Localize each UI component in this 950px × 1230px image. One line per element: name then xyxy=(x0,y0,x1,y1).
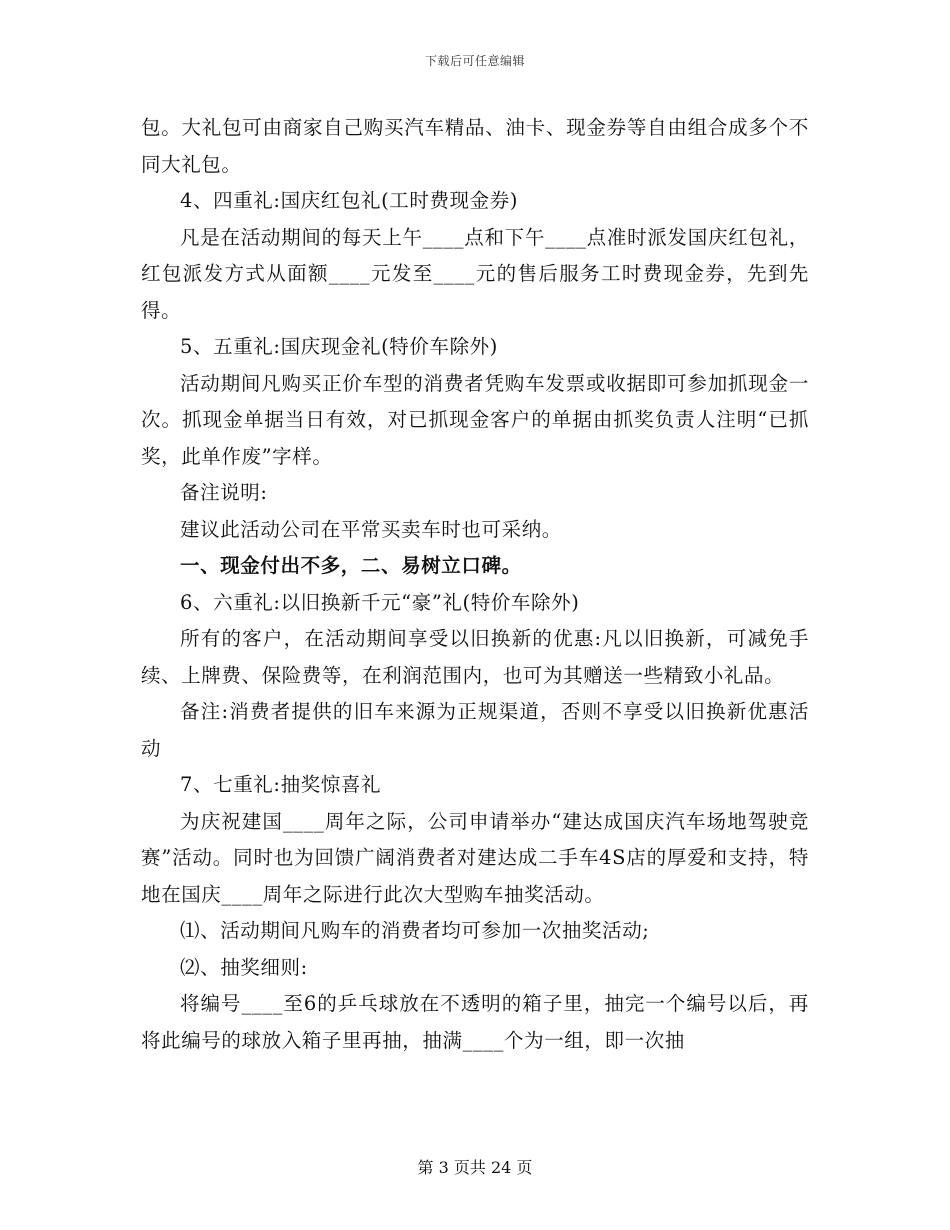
paragraph: 备注:消费者提供的旧车来源为正规渠道，否则不享受以旧换新优惠活动 xyxy=(141,700,809,760)
paragraph: 7、七重礼:抽奖惊喜礼 xyxy=(180,773,382,796)
page-footer: 第 3 页共 24 页 xyxy=(417,1158,533,1177)
paragraph: 5、五重礼:国庆现金礼(特价车除外) xyxy=(180,335,498,358)
paragraph: ⑵、抽奖细则: xyxy=(180,955,308,979)
paragraph: 建议此活动公司在平常买卖车时也可采纳。 xyxy=(180,517,562,541)
document-body xyxy=(141,110,809,1059)
page-header: 下载后可任意编辑 xyxy=(424,54,525,68)
paragraph: 包。大礼包可由商家自己购买汽车精品、油卡、现金券等自由组合成多个不同大礼包。 xyxy=(141,116,809,176)
paragraph: 将编号____至6的乒乓球放在不透明的箱子里，抽完一个编号以后，再将此编号的球放入箱子里再抽，抽满____个为一组，即一次抽 xyxy=(141,992,809,1052)
paragraph: 为庆祝建国____周年之际，公司申请举办“建达成国庆汽车场地驾驶竞赛”活动。同时也为回馈广阔消费者对建达成二手车4S店的厚爱和支持，特地在国庆____周年之际进行此次大型购车抽奖活动。 xyxy=(141,809,809,906)
paragraph: 所有的客户，在活动期间享受以旧换新的优惠:凡以旧换新，可减免手续、上牌费、保险费等，在利润范围内，也可为其赠送一些精致小礼品。 xyxy=(141,627,809,687)
heading-paragraph: 一、现金付出不多，二、易树立口碑。 xyxy=(180,554,522,577)
paragraph: 凡是在活动期间的每天上午____点和下午____点准时派发国庆红包礼，红包派发方式从面额____元发至____元的售后服务工时费现金券，先到先得。 xyxy=(141,225,809,322)
paragraph: 活动期间凡购买正价车型的消费者凭购车发票或收据即可参加抓现金一次。抓现金单据当日有效，对已抓现金客户的单据由抓奖负责人注明“已抓奖，此单作废”字样。 xyxy=(141,371,809,468)
paragraph: ⑴、活动期间凡购车的消费者均可参加一次抽奖活动; xyxy=(180,919,650,942)
paragraph: 备注说明: xyxy=(180,481,268,504)
paragraph: 6、六重礼:以旧换新千元“豪”礼(特价车除外) xyxy=(180,590,580,614)
paragraph: 4、四重礼:国庆红包礼(工时费现金券) xyxy=(180,189,519,212)
